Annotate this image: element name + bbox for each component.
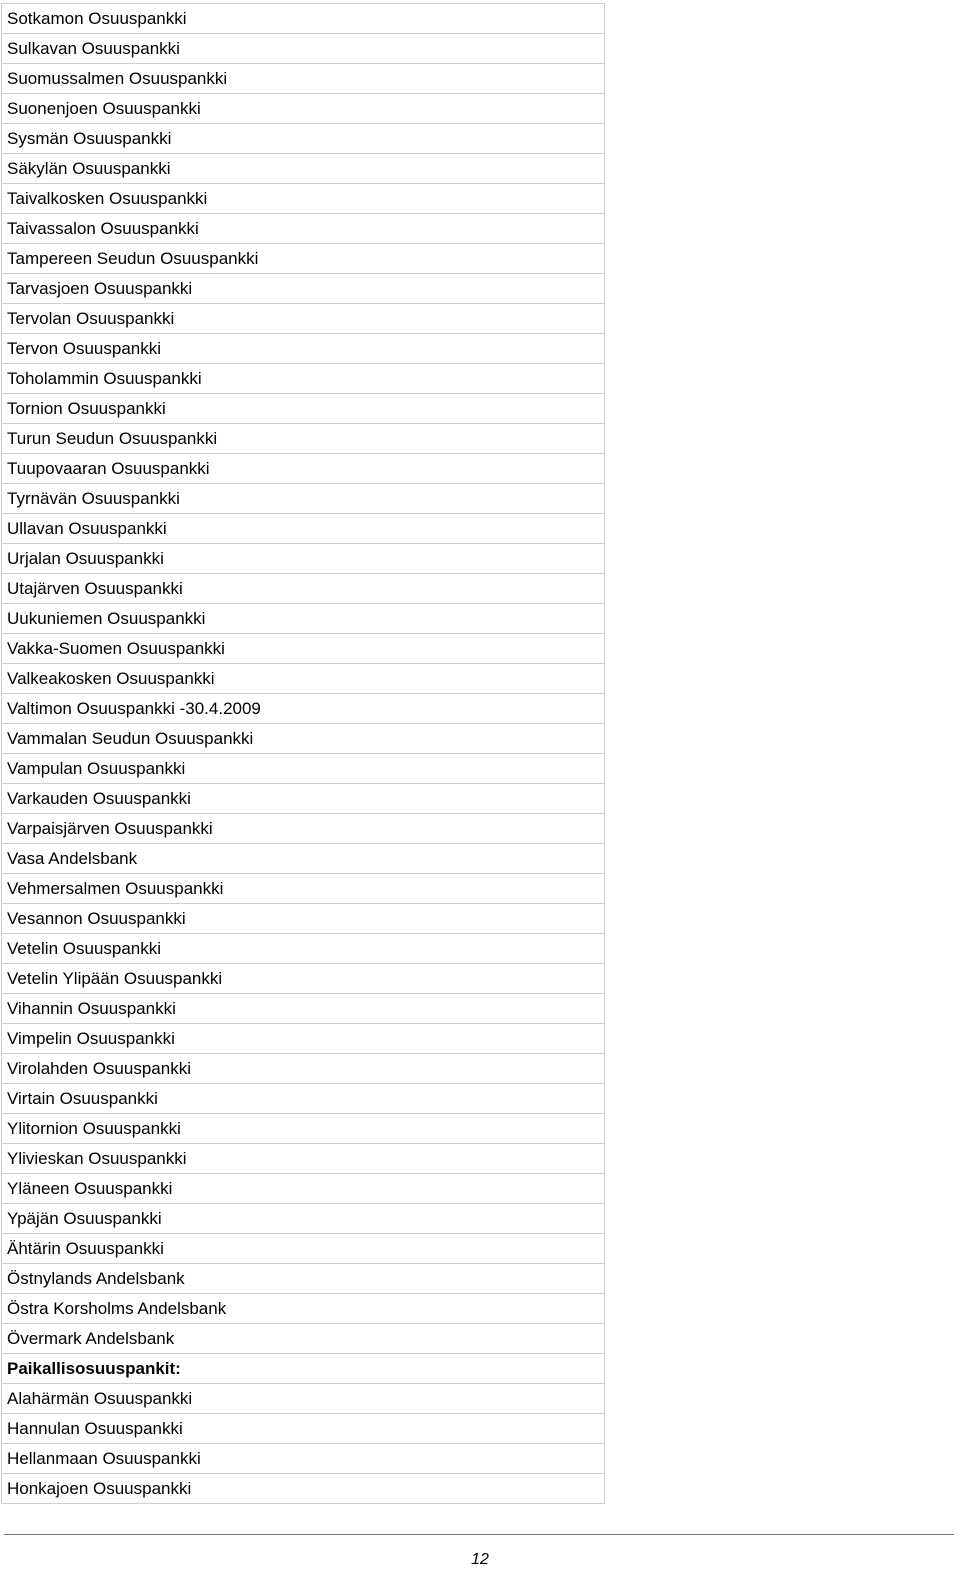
table-row bbox=[2, 1474, 605, 1504]
table-row bbox=[2, 304, 605, 334]
bank-name-cell: Tuupovaaran Osuuspankki bbox=[2, 454, 605, 484]
table-row bbox=[2, 604, 605, 634]
table-row bbox=[2, 244, 605, 274]
table-row bbox=[2, 814, 605, 844]
table-row bbox=[2, 454, 605, 484]
table-row bbox=[2, 874, 605, 904]
bank-name-cell: Tornion Osuuspankki bbox=[2, 394, 605, 424]
table-row bbox=[2, 364, 605, 394]
bank-name-cell: Valtimon Osuuspankki -30.4.2009 bbox=[2, 694, 605, 724]
table-row bbox=[2, 94, 605, 124]
bank-name-cell: Vakka-Suomen Osuuspankki bbox=[2, 634, 605, 664]
bank-name-cell: Tampereen Seudun Osuuspankki bbox=[2, 244, 605, 274]
bank-name-cell: Tarvasjoen Osuuspankki bbox=[2, 274, 605, 304]
table-row bbox=[2, 1294, 605, 1324]
table-row bbox=[2, 1234, 605, 1264]
bank-name-cell: Ähtärin Osuuspankki bbox=[2, 1234, 605, 1264]
bank-name-cell: Sulkavan Osuuspankki bbox=[2, 34, 605, 64]
bank-name-cell: Virolahden Osuuspankki bbox=[2, 1054, 605, 1084]
table-row bbox=[2, 1204, 605, 1234]
bank-name-cell: Suomussalmen Osuuspankki bbox=[2, 64, 605, 94]
table-row bbox=[2, 34, 605, 64]
page-number: 12 bbox=[471, 1551, 489, 1568]
section-heading: Paikallisosuuspankit: bbox=[2, 1354, 605, 1384]
bank-name-cell: Östnylands Andelsbank bbox=[2, 1264, 605, 1294]
bank-name-cell: Varkauden Osuuspankki bbox=[2, 784, 605, 814]
bank-name-cell: Vetelin Ylipään Osuuspankki bbox=[2, 964, 605, 994]
table-row bbox=[2, 154, 605, 184]
table-row bbox=[2, 184, 605, 214]
table-row bbox=[2, 544, 605, 574]
bank-name-cell: Östra Korsholms Andelsbank bbox=[2, 1294, 605, 1324]
table-row bbox=[2, 664, 605, 694]
table-row bbox=[2, 1384, 605, 1414]
bank-name-cell: Alahärmän Osuuspankki bbox=[2, 1384, 605, 1414]
table-row bbox=[2, 934, 605, 964]
table-row bbox=[2, 1024, 605, 1054]
table-row bbox=[2, 754, 605, 784]
bank-name-cell: Ylivieskan Osuuspankki bbox=[2, 1144, 605, 1174]
bank-name-cell: Säkylän Osuuspankki bbox=[2, 154, 605, 184]
bank-name-cell: Varpaisjärven Osuuspankki bbox=[2, 814, 605, 844]
bank-list-table bbox=[1, 3, 605, 1504]
table-row bbox=[2, 694, 605, 724]
table-row bbox=[2, 784, 605, 814]
table-row bbox=[2, 994, 605, 1024]
bank-name-cell: Honkajoen Osuuspankki bbox=[2, 1474, 605, 1504]
table-row bbox=[2, 394, 605, 424]
bank-name-cell: Yläneen Osuuspankki bbox=[2, 1174, 605, 1204]
bank-name-cell: Övermark Andelsbank bbox=[2, 1324, 605, 1354]
table-row bbox=[2, 424, 605, 454]
table-row bbox=[2, 484, 605, 514]
bank-name-cell: Vehmersalmen Osuuspankki bbox=[2, 874, 605, 904]
table-row bbox=[2, 1324, 605, 1354]
bank-name-cell: Urjalan Osuuspankki bbox=[2, 544, 605, 574]
table-row bbox=[2, 1174, 605, 1204]
bank-name-cell: Vihannin Osuuspankki bbox=[2, 994, 605, 1024]
table-row bbox=[2, 844, 605, 874]
bank-name-cell: Uukuniemen Osuuspankki bbox=[2, 604, 605, 634]
bank-name-cell: Suonenjoen Osuuspankki bbox=[2, 94, 605, 124]
bank-name-cell: Vammalan Seudun Osuuspankki bbox=[2, 724, 605, 754]
bank-name-cell: Hellanmaan Osuuspankki bbox=[2, 1444, 605, 1474]
table-row bbox=[2, 124, 605, 154]
table-row bbox=[2, 514, 605, 544]
bank-name-cell: Utajärven Osuuspankki bbox=[2, 574, 605, 604]
table-row bbox=[2, 724, 605, 754]
bank-name-cell: Tyrnävän Osuuspankki bbox=[2, 484, 605, 514]
table-row bbox=[2, 214, 605, 244]
table-row bbox=[2, 1414, 605, 1444]
bank-name-cell: Turun Seudun Osuuspankki bbox=[2, 424, 605, 454]
bank-name-cell: Taivassalon Osuuspankki bbox=[2, 214, 605, 244]
table-row bbox=[2, 274, 605, 304]
bank-name-cell: Ylitornion Osuuspankki bbox=[2, 1114, 605, 1144]
bank-name-cell: Virtain Osuuspankki bbox=[2, 1084, 605, 1114]
bank-name-cell: Hannulan Osuuspankki bbox=[2, 1414, 605, 1444]
bank-name-cell: Tervolan Osuuspankki bbox=[2, 304, 605, 334]
footer-divider bbox=[4, 1534, 954, 1535]
bank-name-cell: Vasa Andelsbank bbox=[2, 844, 605, 874]
table-row bbox=[2, 334, 605, 364]
bank-name-cell: Vampulan Osuuspankki bbox=[2, 754, 605, 784]
table-row bbox=[2, 1114, 605, 1144]
bank-name-cell: Sotkamon Osuuspankki bbox=[2, 4, 605, 34]
bank-name-cell: Vetelin Osuuspankki bbox=[2, 934, 605, 964]
bank-name-cell: Taivalkosken Osuuspankki bbox=[2, 184, 605, 214]
bank-name-cell: Vimpelin Osuuspankki bbox=[2, 1024, 605, 1054]
table-row bbox=[2, 1264, 605, 1294]
table-row bbox=[2, 1054, 605, 1084]
bank-name-cell: Ullavan Osuuspankki bbox=[2, 514, 605, 544]
bank-name-cell: Valkeakosken Osuuspankki bbox=[2, 664, 605, 694]
table-row bbox=[2, 1444, 605, 1474]
table-row bbox=[2, 1144, 605, 1174]
bank-name-cell: Toholammin Osuuspankki bbox=[2, 364, 605, 394]
table-row bbox=[2, 574, 605, 604]
bank-name-cell: Vesannon Osuuspankki bbox=[2, 904, 605, 934]
table-row bbox=[2, 634, 605, 664]
table-row bbox=[2, 964, 605, 994]
table-row bbox=[2, 4, 605, 34]
table-row bbox=[2, 904, 605, 934]
section-heading-row bbox=[2, 1354, 605, 1384]
table-row bbox=[2, 64, 605, 94]
bank-name-cell: Ypäjän Osuuspankki bbox=[2, 1204, 605, 1234]
bank-name-cell: Sysmän Osuuspankki bbox=[2, 124, 605, 154]
table-row bbox=[2, 1084, 605, 1114]
bank-name-cell: Tervon Osuuspankki bbox=[2, 334, 605, 364]
bank-list-body bbox=[2, 4, 605, 1504]
